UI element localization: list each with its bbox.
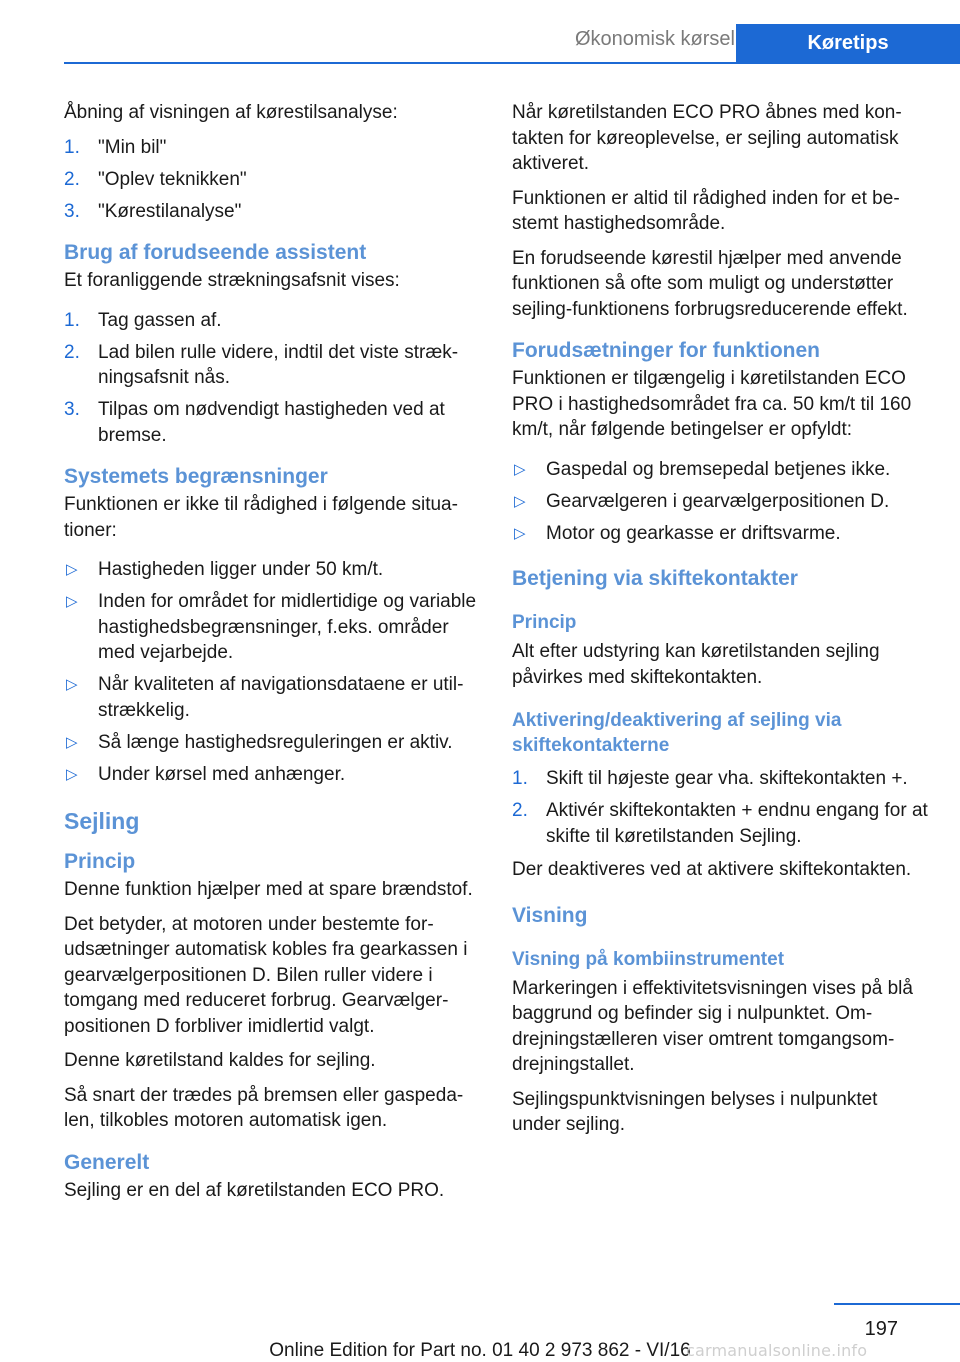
heading-betjening: Betjening via skiftekontakter	[512, 567, 798, 590]
princip-p2: Det betyder, at motoren under bestemte forudsætninger automatisk kobles fra gearkassen i gearvælgerpositionen D. Bilen ruller videre i tomgang med reduceret forbrug. Gearvælgerpositionen D forbliver imidlertid valgt.	[64, 913, 468, 1037]
kombi-p2: Sejlingspunktvisningen belyses i nulpunktet under sejling.	[512, 1088, 878, 1135]
heading-kombi: Visning på kombiinstrumentet	[512, 948, 785, 970]
bullet-icon: ▷	[66, 765, 78, 783]
limits-list	[64, 557, 480, 787]
list-item: ▷ Gearvælgeren i gearvælgerpositionen D.	[512, 489, 928, 515]
step-number: 1.	[64, 309, 80, 331]
prereq-list	[512, 457, 928, 547]
bullet-icon: ▷	[514, 460, 526, 478]
bullet-icon: ▷	[66, 676, 78, 693]
list-item: 3. Tilpas om nødvendigt hastigheden ved at bremse.	[64, 399, 445, 446]
list-item: ▷ Så længe hastighedsreguleringen er aktiv.	[64, 730, 480, 756]
driving-style-text: En forudseende kørestil hjælper med anvende funktionen så ofte som muligt og understøtter sejling-funktionens forbrugsreducerende effekt.	[512, 247, 908, 320]
princip-p3: Denne køretilstand kaldes for sejling.	[64, 1050, 376, 1071]
step-number: 1.	[512, 768, 528, 789]
heading-princip-right: Princip	[512, 612, 577, 633]
step-number: 2.	[64, 341, 80, 363]
heading-prerequisites: Forudsætninger for funktionen	[512, 339, 820, 362]
aktiv-text: Der deaktiveres ved at aktivere skiftekontakten.	[512, 859, 912, 880]
left-column	[64, 100, 480, 1212]
list-item: 1. Tag gassen af.	[64, 308, 480, 334]
watermark: carmanualsonline.info	[686, 1341, 868, 1360]
step-number: 2.	[64, 168, 80, 190]
princip-text: Alt efter udstyring kan køretilstanden sejling påvirkes med skiftekontakten.	[512, 641, 880, 688]
heading-limits: Systemets begrænsninger	[64, 465, 328, 488]
list-item: ▷ Under kørsel med anhænger.	[64, 762, 480, 788]
bullet-icon: ▷	[66, 733, 78, 751]
assist-text: Et foranliggende strækningsafsnit vises:	[64, 270, 400, 291]
chapter-tab: Køretips	[736, 24, 960, 62]
step-number: 1.	[64, 136, 80, 158]
step-number: 2.	[512, 800, 528, 821]
page-number: 197	[864, 1318, 898, 1340]
bullet-icon: ▷	[514, 492, 526, 510]
princip-p4: Så snart der trædes på bremsen eller gaspedalen, tilkobles motoren automatisk igen.	[64, 1084, 464, 1131]
aktiv-steps	[512, 766, 928, 849]
list-item: 2. Aktivér skiftekontakten + endnu engang for at skifte til køretilstanden Sejling.	[512, 800, 928, 847]
bullet-icon: ▷	[66, 561, 78, 578]
limits-text: Funktionen er ikke til rådighed i følgende situationer:	[64, 494, 458, 541]
list-item: ▷ Når kvaliteten af navigationsdataene er utilstrækkelig.	[66, 674, 464, 721]
list-item: ▷ Inden for området for midlertidige og variable hastighedsbegrænsninger, f.eks. områder med vejarbejde.	[66, 591, 477, 663]
eco-pro-text: Når køretilstanden ECO PRO åbnes med kontakten for køreoplevelse, er sejling automatisk aktiveret.	[512, 102, 902, 174]
list-item: ▷ Hastigheden ligger under 50 km/t.	[64, 557, 480, 583]
page-header	[0, 0, 960, 62]
list-item: 3. "Kørestilanalyse"	[64, 199, 480, 225]
step-number: 3.	[64, 200, 80, 222]
heading-visning: Visning	[512, 903, 588, 927]
intro-text: Åbning af visningen af kørestilsanalyse:	[64, 102, 398, 123]
list-item: 2. "Oplev teknikken"	[64, 167, 480, 193]
heading-assist: Brug af forudseende assistent	[64, 241, 367, 264]
list-item: 2. Lad bilen rulle videre, indtil det viste strækningsafsnit nås.	[64, 341, 459, 388]
princip-p1: Denne funktion hjælper med at spare brændstof.	[64, 879, 473, 900]
assist-steps	[64, 308, 480, 449]
heading-princip: Princip	[64, 850, 136, 873]
generelt-p1: Sejling er en del af køretilstanden ECO PRO.	[64, 1179, 445, 1201]
header-rule	[64, 62, 960, 64]
section-title: Økonomisk kørsel	[574, 28, 735, 50]
list-item: 1. Skift til højeste gear vha. skiftekontakten +.	[512, 766, 928, 792]
heading-sejling: Sejling	[64, 808, 140, 834]
heading-aktivering: Aktivering/deaktivering af sejling via skiftekontakterne	[512, 710, 842, 756]
bullet-icon: ▷	[66, 593, 78, 610]
heading-generelt: Generelt	[64, 1150, 150, 1174]
speed-range-text: Funktionen er altid til rådighed inden for et bestemt hastighedsområde.	[512, 187, 900, 234]
footer-rule	[834, 1303, 960, 1305]
intro-steps	[64, 135, 480, 225]
right-column	[512, 100, 928, 1147]
kombi-p1: Markeringen i effektivitetsvisningen vises på blå baggrund og befinder sig i nulpunktet. Omdrejningstælleren viser omtrent tomgangsomdrejningstallet.	[512, 977, 913, 1075]
prereq-text: Funktionen er tilgængelig i køretilstanden ECO PRO i hastighedsområdet fra ca. 50 km/t til 160 km/t, når følgende betingelser er opfyldt:	[512, 368, 912, 440]
step-number: 3.	[64, 399, 80, 420]
list-item: 1. "Min bil"	[64, 135, 480, 161]
list-item: ▷ Motor og gearkasse er driftsvarme.	[512, 521, 928, 547]
edition-text: Online Edition for Part no. 01 40 2 973 862 - VI/16	[269, 1340, 691, 1361]
list-item: ▷ Gaspedal og bremsepedal betjenes ikke.	[512, 457, 928, 483]
bullet-icon: ▷	[514, 524, 526, 542]
